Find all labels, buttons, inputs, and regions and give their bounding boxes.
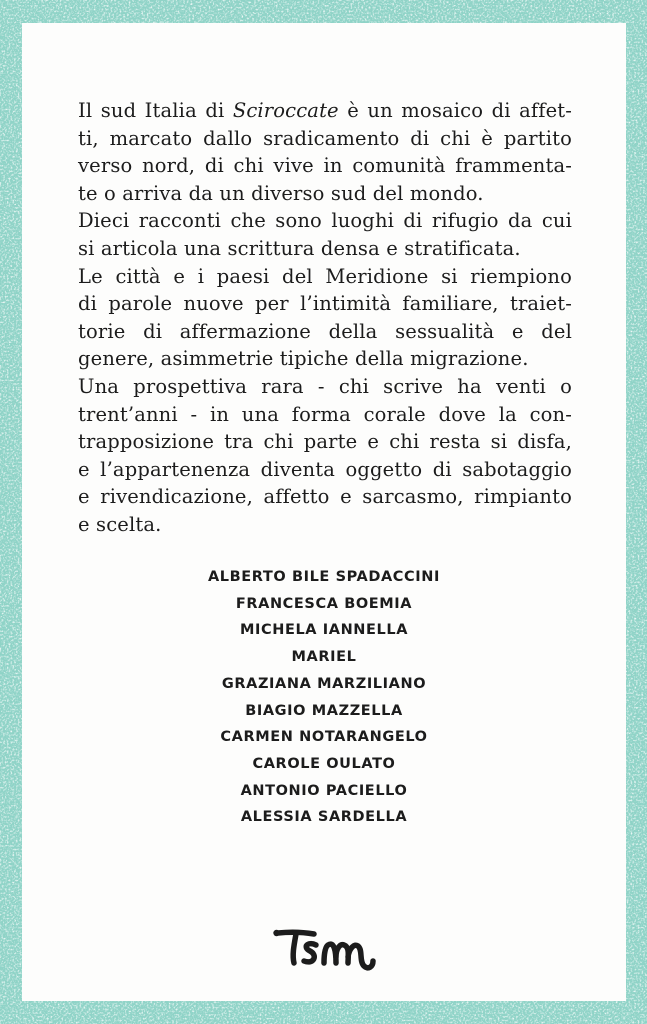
author-name: BIAGIO MAZZELLA	[245, 702, 403, 719]
blurb-line: di parole nuove per l’intimità familiare, traiet-	[78, 292, 572, 316]
author-name: GRAZIANA MARZILIANO	[221, 675, 427, 692]
back-cover-panel	[22, 23, 626, 1001]
author-name: CARMEN NOTARANGELO	[220, 729, 428, 746]
blurb-line: Dieci racconti che sono luoghi di rifugio da cui	[78, 209, 572, 233]
blurb-line: torie di affermazione della sessualità e del	[78, 319, 572, 343]
author-name: ANTONIO PACIELLO	[240, 782, 408, 799]
author-name: MICHELA IANNELLA	[239, 622, 409, 639]
blurb-line: ti, marcato dallo sradicamento di chi è partito	[78, 126, 572, 150]
blurb-line-1: Il sud Italia di Sciroccate è un mosaico di affet-	[78, 99, 572, 122]
blurb-line: trent’anni - in una forma corale dove la con-	[78, 402, 572, 426]
author-name: ALBERTO BILE SPADACCINI	[207, 569, 441, 585]
blurb-line: e l’appartenenza diventa oggetto di sabotaggio	[78, 457, 572, 481]
blurb-line: e rivendicazione, affetto e sarcasmo, rimpianto	[78, 485, 572, 509]
author-name: CAROLE OULATO	[252, 755, 396, 772]
author-name: FRANCESCA BOEMIA	[235, 595, 413, 612]
author-name: MARIEL	[291, 649, 357, 666]
author-list	[22, 564, 626, 831]
blurb-line: Una prospettiva rara - chi scrive ha venti o	[78, 374, 572, 398]
blurb-line: si articola una scrittura densa e stratificata.	[78, 236, 521, 260]
author-name: ALESSIA SARDELLA	[240, 809, 408, 826]
blurb-line: Le città e i paesi del Meridione si riempiono	[78, 264, 572, 288]
book-blurb	[78, 97, 572, 539]
blurb-line: genere, asimmetrie tipiche della migrazione.	[78, 347, 529, 371]
publisher-logo-icon	[272, 919, 376, 981]
book-title: Sciroccate	[232, 99, 339, 122]
blurb-line: e scelta.	[78, 512, 162, 536]
blurb-line: te o arriva da un diverso sud del mondo.	[78, 181, 484, 205]
blurb-line: trapposizione tra chi parte e chi resta si disfa,	[78, 430, 572, 454]
blurb-line: verso nord, di chi vive in comunità frammenta-	[78, 154, 572, 178]
